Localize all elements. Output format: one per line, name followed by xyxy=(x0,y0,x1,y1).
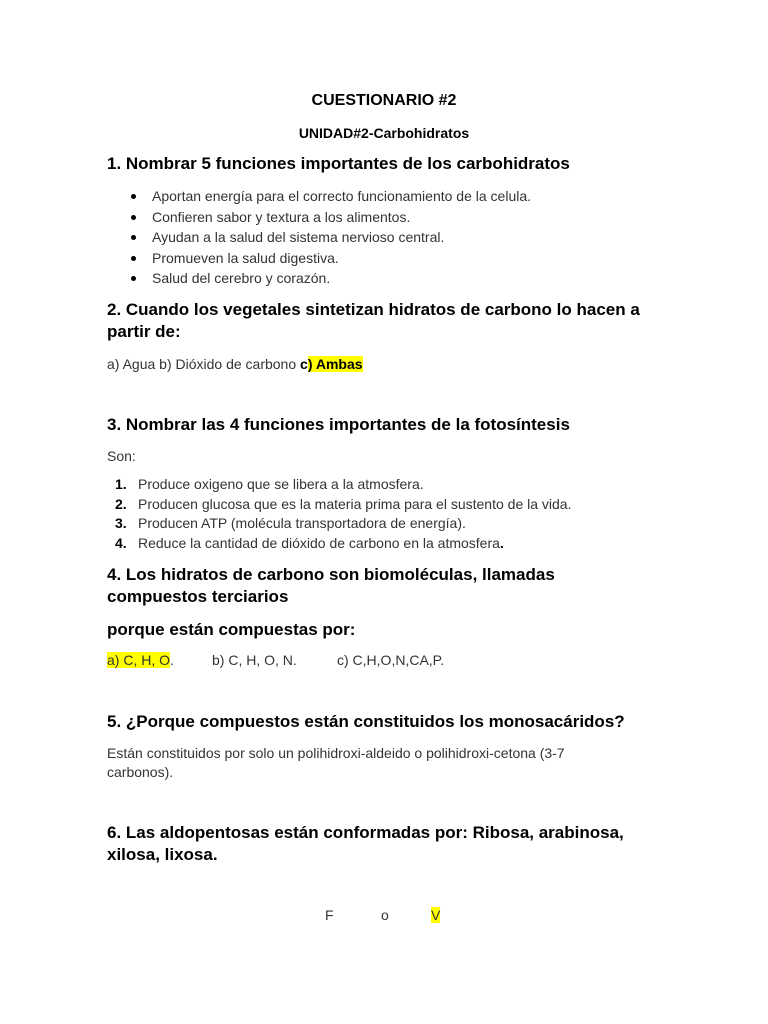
list-item: Confieren sabor y textura a los alimentos. xyxy=(107,207,531,228)
question-2-heading xyxy=(107,299,707,343)
list-item xyxy=(107,534,571,554)
question-6-heading-line2: xilosa, lixosa. xyxy=(107,845,218,864)
list-number: 4. xyxy=(115,534,127,551)
answer-highlighted: ) Ambas xyxy=(307,356,363,372)
list-item: Ayudan a la salud del sistema nervioso central. xyxy=(107,227,531,248)
option-true-highlighted: V xyxy=(431,907,441,923)
list-item: Salud del cerebro y corazón. xyxy=(107,268,531,289)
option-a xyxy=(107,652,174,668)
option-false: F xyxy=(325,907,334,923)
question-6-heading-line1: 6. Las aldopentosas están conformadas por: Ribosa, arabinosa, xyxy=(107,823,624,842)
question-5-heading: 5. ¿Porque compuestos están constituidos los monosacáridos? xyxy=(107,712,625,731)
list-item: Promueven la salud digestiva. xyxy=(107,248,531,269)
question-4-heading xyxy=(107,564,667,608)
list-suffix: . xyxy=(499,534,504,551)
question-2-answer xyxy=(107,355,667,374)
question-3-heading: 3. Nombrar las 4 funciones importantes de la fotosíntesis xyxy=(107,415,570,434)
question-3-list xyxy=(107,475,571,553)
question-4-heading-line2: compuestos terciarios xyxy=(107,587,289,606)
question-1-heading: 1. Nombrar 5 funciones importantes de los carbohidratos xyxy=(107,154,570,173)
option-c: c) C,H,O,N,CA,P. xyxy=(337,652,445,668)
answer-options: a) Agua b) Dióxido de carbono xyxy=(107,356,301,372)
document-subtitle: UNIDAD#2-Carbohidratos xyxy=(298,125,470,141)
question-1-list xyxy=(107,186,531,289)
option-a-highlighted: a) C, H, O xyxy=(107,652,171,668)
document-title: CUESTIONARIO #2 xyxy=(311,92,457,109)
list-text: Produce oxigeno que se libera a la atmosfera. xyxy=(138,476,424,492)
list-item: Aportan energía para el correcto funcionamiento de la celula. xyxy=(107,186,531,207)
list-number: 3. xyxy=(115,515,127,532)
question-5-answer xyxy=(107,744,667,782)
list-text: Reduce la cantidad de dióxido de carbono en la atmosfera xyxy=(138,534,500,551)
option-separator: o xyxy=(381,907,389,923)
list-item xyxy=(107,475,571,495)
question-2-heading-line1: 2. Cuando los vegetales sintetizan hidratos de carbono lo hacen a xyxy=(107,300,640,319)
answer-c-letter: c xyxy=(300,356,308,372)
question-5-answer-line2: carbonos). xyxy=(107,764,174,780)
list-item xyxy=(107,495,571,515)
question-3-intro: Son: xyxy=(107,448,136,464)
list-item xyxy=(107,514,571,534)
question-5-answer-line1: Están constituidos por solo un polihidroxi-aldeido o polihidroxi-cetona (3-7 xyxy=(107,745,565,761)
question-4-heading-line3: porque están compuestas por: xyxy=(107,620,356,639)
option-true xyxy=(431,907,440,923)
question-6-heading xyxy=(107,822,667,866)
question-2-heading-line2: partir de: xyxy=(107,322,181,341)
list-text: Producen glucosa que es la materia prima para el sustento de la vida. xyxy=(138,495,572,512)
list-number: 2. xyxy=(115,495,127,512)
option-a-suffix: . xyxy=(170,652,174,668)
question-4-heading-line1: 4. Los hidratos de carbono son biomoléculas, llamadas xyxy=(107,565,555,584)
list-text: Producen ATP (molécula transportadora de energía). xyxy=(138,515,466,532)
list-number: 1. xyxy=(115,476,127,492)
option-b: b) C, H, O, N. xyxy=(212,652,297,668)
